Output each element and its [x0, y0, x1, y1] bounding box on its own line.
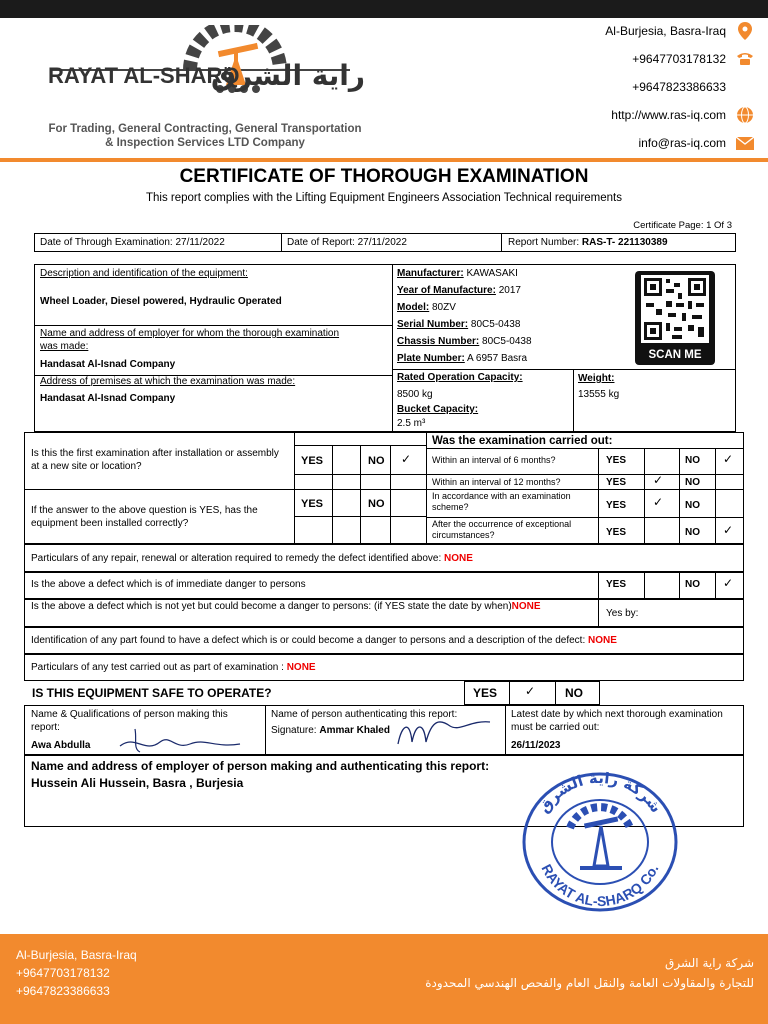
test-particulars-row	[24, 654, 744, 681]
interval-6-no[interactable]: NO	[685, 455, 700, 466]
contact-website[interactable]	[611, 106, 754, 124]
stamp-latin: RAYAT AL-SHARQ Co.	[538, 861, 662, 910]
safe-yes-check-icon: ✓	[525, 684, 536, 698]
company-stamp	[520, 770, 680, 915]
document-subtitle: This report complies with the Lifting Equipment Engineers Association Technical requirements	[145, 192, 622, 204]
report-employer-label: Name and address of employer of person making and authenticating this report:	[31, 759, 490, 773]
document-title: CERTIFICATE OF THOROUGH EXAMINATION	[179, 166, 589, 187]
interval-12-no[interactable]: NO	[685, 477, 700, 488]
qr-scan-label: SCAN ME	[648, 349, 702, 361]
website-text[interactable]: http://www.ras-iq.com	[611, 108, 726, 122]
top-bar	[0, 0, 768, 18]
test-particulars-text: Particulars of any test carried out as part of examination : NONE	[31, 662, 316, 673]
first-exam-no[interactable]: NO	[368, 455, 385, 467]
contact-phone1[interactable]	[632, 50, 754, 68]
date-row	[34, 233, 736, 252]
next-exam-date: 26/11/2023	[511, 740, 561, 751]
desc-label: Description and identification of the equipment:	[40, 268, 248, 279]
email-text[interactable]: info@ras-iq.com	[638, 136, 726, 150]
exceptional-no[interactable]: NO	[685, 527, 700, 538]
future-danger-row	[24, 599, 744, 627]
weight-label: Weight:	[578, 373, 615, 384]
installed-no[interactable]: NO	[368, 498, 385, 510]
immediate-danger-no-check-icon: ✓	[723, 576, 734, 590]
logo-tagline-2: & Inspection Services LTD Company	[105, 137, 305, 149]
bucket-capacity-label: Bucket Capacity:	[397, 404, 479, 415]
first-exam-no-check-icon: ✓	[401, 452, 412, 466]
desc-value: Wheel Loader, Diesel powered, Hydraulic Operated	[40, 296, 282, 307]
manufacturer: Manufacturer: KAWASAKI	[397, 268, 518, 279]
first-exam-question: Is this the first examination after installation or assembly at a new site or location?	[31, 448, 279, 472]
exceptional-no-check-icon: ✓	[723, 523, 734, 537]
bucket-capacity-value: 2.5 m³	[397, 418, 426, 429]
footer-phone1[interactable]: +9647703178132	[16, 966, 110, 980]
logo-latin: RAYAT AL-SHARQ	[48, 63, 240, 88]
report-number: Report Number: RAS-T- 221130389	[508, 237, 668, 248]
globe-icon	[736, 106, 754, 124]
immediate-danger-yes[interactable]: YES	[606, 579, 627, 590]
rated-capacity-label: Rated Operation Capacity:	[397, 372, 523, 383]
immediate-danger-question: Is the above a defect which is of immediate danger to persons	[31, 579, 306, 590]
interval-12-yes[interactable]: YES	[606, 477, 627, 488]
safe-to-operate-question: IS THIS EQUIPMENT SAFE TO OPERATE?	[32, 686, 272, 700]
contact-email[interactable]	[638, 134, 754, 152]
exceptional-yes[interactable]: YES	[606, 527, 627, 538]
header-divider	[0, 158, 768, 162]
installed-correctly-question: If the answer to the above question is YES, has the equipment been installed correctly?	[31, 505, 258, 529]
part-defect-text: Identification of any part found to have a defect which is or could become a danger to persons and a description of the defect: NONE	[31, 635, 617, 646]
phone-icon	[736, 50, 754, 68]
maker-label: Name & Qualifications of person making this report:	[31, 709, 228, 733]
logo-graphic	[40, 25, 370, 150]
repair-row	[24, 544, 744, 572]
contact-address	[605, 22, 754, 40]
certificate-page: Certificate Page: 1 Of 3	[633, 220, 732, 231]
safe-yes[interactable]: YES	[473, 686, 498, 700]
logo-tagline-1: For Trading, General Contracting, General Transportation	[48, 123, 362, 135]
auth-signature-icon	[390, 714, 500, 752]
phone1-text: +9647703178132	[632, 52, 726, 66]
footer-address: Al-Burjesia, Basra-Iraq	[16, 948, 137, 962]
equipment-block	[34, 264, 736, 432]
scheme-no[interactable]: NO	[685, 500, 700, 511]
employer-label: Name and address of employer for whom the thorough examination was made:	[40, 328, 340, 352]
exam-date: Date of Through Examination: 27/11/2022	[40, 237, 225, 248]
phone2-text: +9647823386633	[632, 80, 726, 94]
report-date: Date of Report: 27/11/2022	[287, 237, 407, 248]
company-logo	[40, 25, 370, 150]
repair-text: Particulars of any repair, renewal or alteration required to remedy the defect identified above: NONE	[31, 553, 473, 564]
exceptional-question: After the occurrence of exceptional circumstances?	[432, 519, 572, 541]
serial-number: Serial Number: 80C5-0438	[397, 319, 521, 330]
interval-6-yes[interactable]: YES	[606, 455, 627, 466]
footer-arabic-name: شركة راية الشرق	[665, 956, 754, 970]
plate-number: Plate Number: A 6957 Basra	[397, 353, 528, 364]
yes-by-label: Yes by:	[606, 608, 639, 619]
footer-bar	[0, 934, 768, 1024]
report-employer-value: Hussein Ali Hussein, Basra , Burjesia	[31, 776, 244, 790]
maker-name: Awa Abdulla	[31, 740, 91, 751]
part-defect-row	[24, 627, 744, 654]
qr-code-icon	[635, 271, 715, 347]
interval-12-question: Within an interval of 12 months?	[432, 477, 561, 487]
qr-code[interactable]	[635, 271, 715, 365]
maker-signature-icon	[115, 724, 245, 754]
stamp-arabic-text	[535, 770, 666, 816]
scheme-question: In accordance with an examination scheme?	[432, 491, 571, 513]
footer-phone2[interactable]: +9647823386633	[16, 984, 110, 998]
rated-capacity-value: 8500 kg	[397, 389, 433, 400]
year-of-manufacture: Year of Manufacture: 2017	[397, 285, 521, 296]
address-text: Al-Burjesia, Basra-Iraq	[605, 24, 726, 38]
employer-value: Handasat Al-Isnad Company	[40, 359, 176, 370]
stamp-arabic: شركة راية الشرق	[534, 770, 666, 817]
future-danger-question: Is the above a defect which is not yet but could become a danger to persons: (if YES state the date by when)NONE	[31, 601, 541, 612]
chassis-number: Chassis Number: 80C5-0438	[397, 336, 532, 347]
immediate-danger-no[interactable]: NO	[685, 579, 700, 590]
interval-12-yes-check-icon: ✓	[653, 473, 664, 487]
location-pin-icon	[736, 22, 754, 40]
immediate-danger-row	[24, 572, 744, 599]
premises-label: Address of premises at which the examination was made:	[40, 376, 296, 387]
installed-yes[interactable]: YES	[301, 498, 324, 510]
contact-phone2[interactable]	[632, 78, 754, 96]
scheme-yes-check-icon: ✓	[653, 495, 664, 509]
carried-out-title: Was the examination carried out:	[432, 435, 613, 447]
signatures-row	[24, 705, 744, 755]
model: Model: 80ZV	[397, 302, 456, 313]
next-exam-label: Latest date by which next thorough examination must be carried out:	[511, 709, 723, 733]
scheme-yes[interactable]: YES	[606, 500, 627, 511]
premises-value: Handasat Al-Isnad Company	[40, 393, 176, 404]
safe-no[interactable]: NO	[565, 686, 583, 700]
first-exam-yes[interactable]: YES	[301, 455, 324, 467]
weight-value: 13555 kg	[578, 389, 620, 400]
auth-label: Name of person authenticating this report:	[271, 709, 458, 720]
interval-6-no-check-icon: ✓	[723, 452, 734, 466]
exam-questions-block	[24, 432, 744, 544]
safe-answer-box	[464, 681, 600, 705]
footer-arabic-description: للتجارة والمقاولات العامة والنقل العام والفحص الهندسي المحدودة	[425, 976, 754, 990]
envelope-icon	[736, 134, 754, 152]
safe-to-operate-row	[24, 681, 600, 705]
logo-arabic: راية الشرق	[210, 59, 365, 92]
auth-signature: Signature: Ammar Khaled	[271, 725, 390, 736]
interval-6-question: Within an interval of 6 months?	[432, 455, 556, 465]
blank-icon	[736, 78, 754, 96]
